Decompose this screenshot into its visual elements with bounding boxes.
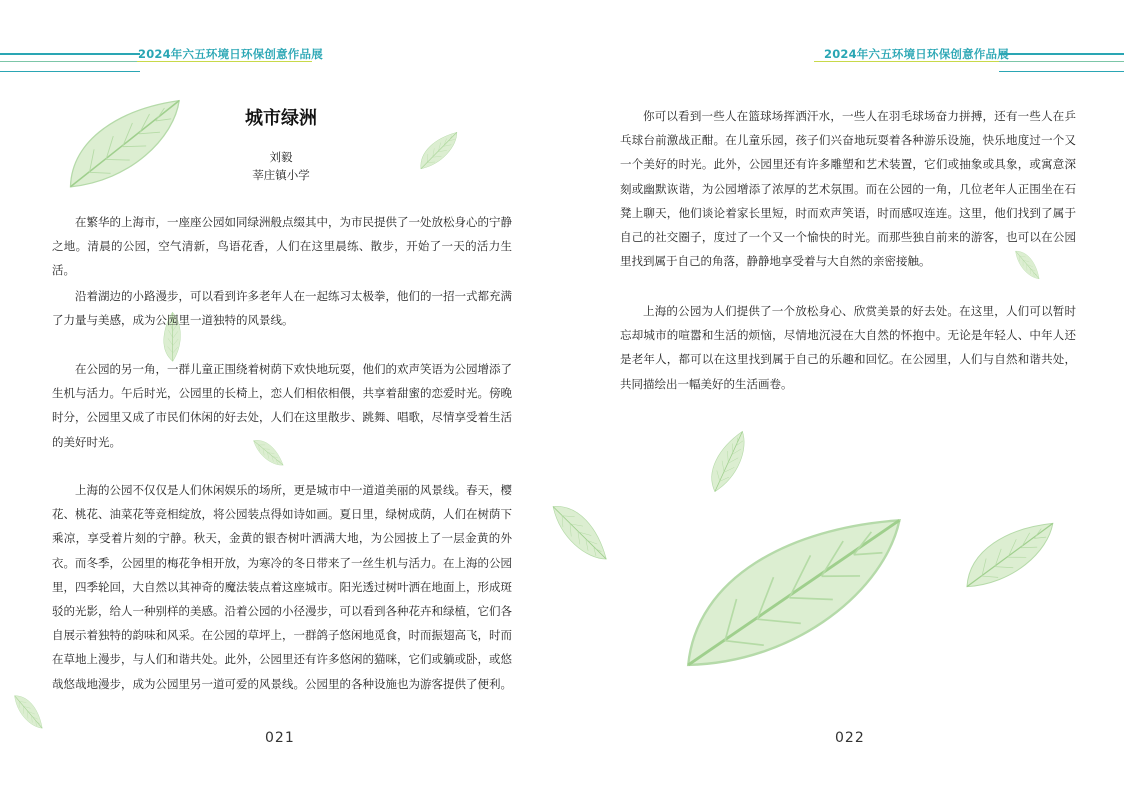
page-number: 021 xyxy=(265,730,295,746)
page-number: 022 xyxy=(835,730,865,746)
leaf-icon xyxy=(669,512,919,678)
author-name: 刘毅 xyxy=(269,150,293,164)
paragraph: 你可以看到一些人在篮球场挥洒汗水，一些人在羽毛球场奋力拼搏，还有一些人在乒乓球台前激战正酣。在儿童乐园，孩子们兴奋地玩耍着各种游乐设施，快乐地度过一个又一个美好的时光。此外，公园里还有许多雕塑和艺术装置，它们或抽象或具象，或寓意深刻或幽默诙谐，为公园增添了浓厚的艺术氛围。而在公园的一角，几位老年人正围坐在石凳上聊天，他们谈论着家长里短，时而欢声笑语，时而感叹连连。这里，他们找到了属于自己的社交圈子，度过了一个又一个愉快的时光。而那些独自前来的游客，也可以在公园里找到属于自己的角落，静静地享受着与大自然的亲密接触。 xyxy=(620,109,1076,269)
paragraph: 上海的公园不仅仅是人们休闲娱乐的场所，更是城市中一道道美丽的风景线。春天，樱花、桃花、油菜花等竞相绽放，将公园装点得如诗如画。夏日里，绿树成荫，人们在树荫下乘凉，享受着片刻的宁静。秋天，金黄的银杏树叶洒满大地，为公园披上了一层金黄的外衣。而冬季，公园里的梅花争相开放，为寒冷的冬日带来了一丝生机与活力。在上海的公园里，四季轮回，大自然以其神奇的魔法装点着这座城市。阳光透过树叶洒在地面上，形成斑驳的光影，给人一种别样的美感。沿着公园的小径漫步，可以看到各种花卉和绿植，它们各自展示着独特的韵味和风采。在公园的草坪上，一群鸽子悠闲地觅食，时而振翅高飞，时而在草地上漫步，与人们和谐共处。此外，公园里还有许多悠闲的猫咪，它们或躺或卧，或悠哉悠哉地漫步，成为公园里另一道可爱的风景线。公园里的各种设施也为游客提供了便利。 xyxy=(52,483,512,691)
school-name: 莘庄镇小学 xyxy=(252,168,310,182)
paragraph: 沿着湖边的小路漫步，可以看到许多老年人在一起练习太极拳，他们的一招一式都充满了力量与美感，成为公园里一道独特的风景线。 xyxy=(52,289,512,328)
header-line xyxy=(0,61,150,62)
leaf-icon xyxy=(11,690,46,734)
paragraph: 在繁华的上海市，一座座公园如同绿洲般点缀其中，为市民提供了一处放松身心的宁静之地。清晨的公园，空气清新，鸟语花香，人们在这里晨练、散步，开始了一天的活力生活。 xyxy=(52,215,512,278)
header-line xyxy=(999,61,1124,62)
header-title: 2024年六五环境日环保创意作品展 xyxy=(138,47,323,61)
leaf-icon xyxy=(957,515,1064,597)
paragraph: 在公园的另一角，一群儿童正围绕着树荫下欢快地玩耍，他们的欢声笑语为公园增添了生机与活力。午后时光，公园里的长椅上，恋人们相依相偎，共享着甜蜜的恋爱时光。傍晚时分，公园里又成了市民们休闲的好去处，人们在这里散步、跳舞、唱歌，尽情享受着生活的美好时光。 xyxy=(52,362,512,449)
header-line xyxy=(999,53,1124,55)
right-page xyxy=(562,0,1124,792)
header-title: 2024年六五环境日环保创意作品展 xyxy=(824,47,1009,61)
header-line xyxy=(0,71,140,72)
article-title: 城市绿洲 xyxy=(245,108,317,129)
leaf-icon xyxy=(690,425,768,500)
header-line xyxy=(999,71,1124,72)
paragraph: 上海的公园为人们提供了一个放松身心、欣赏美景的好去处。在这里，人们可以暂时忘却城市的喧嚣和生活的烦恼，尽情地沉浸在大自然的怀抱中。无论是年轻人、中年人还是老年人，都可以在这里找到属于自己的乐趣和回忆。在公园里，人们与自然和谐共处，共同描绘出一幅美好的生活画卷。 xyxy=(620,304,1076,391)
header-line xyxy=(0,53,140,55)
